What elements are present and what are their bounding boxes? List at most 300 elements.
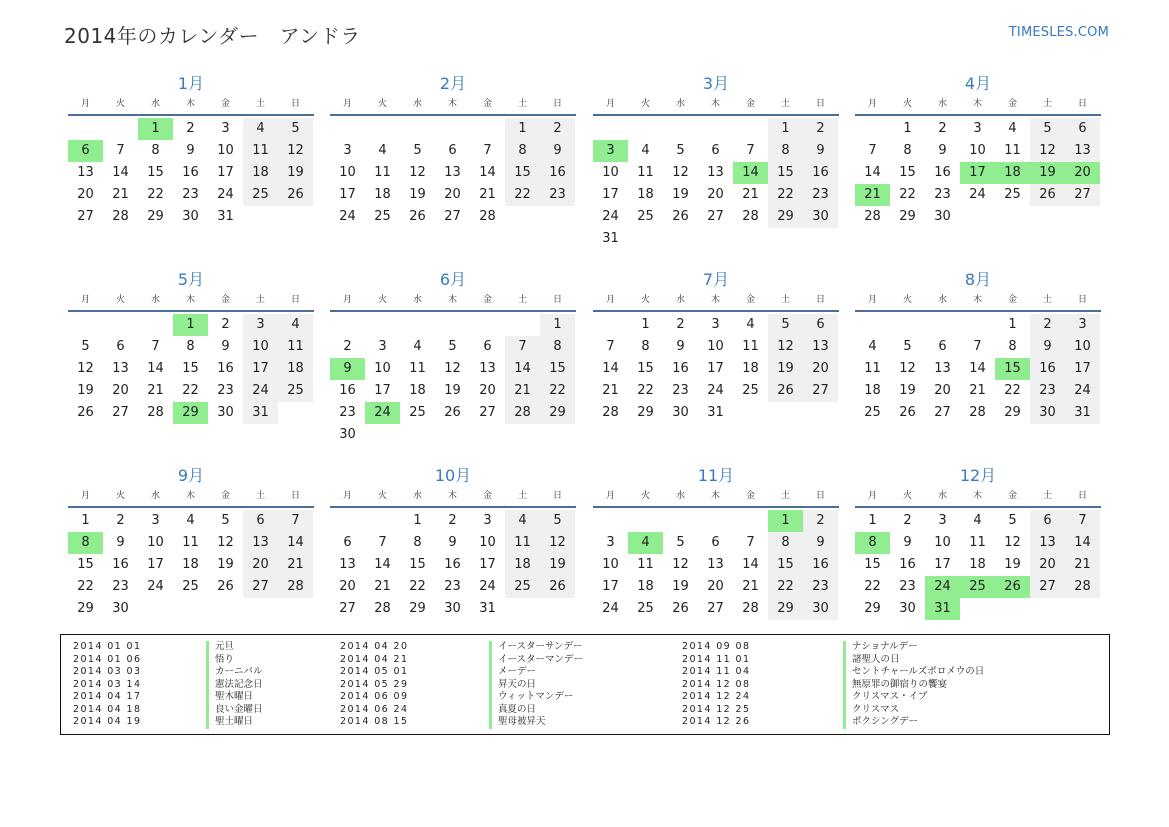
weekday-label: 日 bbox=[552, 295, 562, 305]
day-cell: 18 bbox=[637, 579, 654, 594]
day-cell: 24 bbox=[243, 380, 278, 402]
day-cell: 7 bbox=[746, 143, 755, 158]
holiday-day: 21 bbox=[855, 184, 890, 206]
day-cell: 6 bbox=[448, 143, 457, 158]
day-cell: 1 bbox=[641, 317, 650, 332]
holiday-day: 4 bbox=[628, 532, 663, 554]
day-grid bbox=[855, 118, 1101, 228]
holiday-date: 2014 08 15 bbox=[340, 716, 409, 727]
weekday-label: 土 bbox=[517, 491, 527, 501]
day-cell: 19 bbox=[899, 383, 916, 398]
weekday-label: 日 bbox=[290, 491, 300, 501]
weekday-label: 火 bbox=[377, 491, 387, 501]
day-cell: 8 bbox=[903, 143, 912, 158]
day-cell: 4 bbox=[746, 317, 755, 332]
day-grid bbox=[68, 314, 314, 424]
day-cell: 3 bbox=[606, 535, 615, 550]
day-cell: 23 bbox=[339, 405, 356, 420]
weekday-label: 日 bbox=[290, 295, 300, 305]
month-calendar bbox=[68, 464, 314, 620]
weekday-header bbox=[855, 488, 1101, 504]
holiday-name: イースターサンデー bbox=[489, 641, 583, 654]
day-grid bbox=[593, 314, 839, 424]
day-cell: 12 bbox=[672, 557, 689, 572]
weekday-header bbox=[330, 96, 576, 112]
day-cell: 17 bbox=[934, 557, 951, 572]
weekday-label: 月 bbox=[342, 295, 352, 305]
day-cell: 18 bbox=[637, 187, 654, 202]
day-grid bbox=[330, 510, 576, 620]
day-cell: 19 bbox=[672, 579, 689, 594]
day-cell: 2 bbox=[803, 510, 838, 532]
day-cell: 10 bbox=[217, 143, 234, 158]
empty-cell bbox=[698, 510, 733, 532]
day-cell: 14 bbox=[479, 165, 496, 180]
legend-date-column bbox=[682, 641, 750, 729]
holiday-name: ウィットマンデー bbox=[489, 691, 583, 704]
day-cell: 7 bbox=[378, 535, 387, 550]
day-cell: 22 bbox=[899, 187, 916, 202]
weekday-label: 日 bbox=[1077, 99, 1087, 109]
day-cell: 28 bbox=[864, 209, 881, 224]
holiday-name: 無原罪の御宿りの饗宴 bbox=[843, 679, 984, 692]
weekday-label: 火 bbox=[640, 99, 650, 109]
day-cell: 13 bbox=[707, 557, 724, 572]
holiday-day: 6 bbox=[68, 140, 103, 162]
legend-date-column bbox=[73, 641, 141, 729]
empty-cell bbox=[330, 118, 365, 140]
weekday-label: 月 bbox=[342, 491, 352, 501]
day-grid bbox=[330, 314, 576, 446]
day-cell: 26 bbox=[217, 579, 234, 594]
header-rule bbox=[593, 310, 839, 312]
month-name: 2月 bbox=[439, 74, 467, 93]
header-rule bbox=[68, 506, 314, 508]
day-cell: 10 bbox=[707, 339, 724, 354]
day-cell: 28 bbox=[112, 209, 129, 224]
weekday-label: 木 bbox=[447, 491, 457, 501]
weekday-label: 水 bbox=[150, 295, 160, 305]
empty-cell bbox=[400, 314, 435, 336]
day-cell: 2 bbox=[938, 121, 947, 136]
day-cell: 20 bbox=[934, 383, 951, 398]
weekday-label: 火 bbox=[377, 99, 387, 109]
day-cell: 23 bbox=[672, 383, 689, 398]
empty-cell bbox=[593, 510, 628, 532]
holiday-day: 9 bbox=[330, 358, 365, 380]
day-cell: 27 bbox=[479, 405, 496, 420]
holiday-name: クリスマス bbox=[843, 704, 984, 717]
day-cell: 19 bbox=[1004, 557, 1021, 572]
day-cell: 15 bbox=[899, 165, 916, 180]
day-cell: 12 bbox=[77, 361, 94, 376]
empty-cell bbox=[103, 118, 138, 140]
day-cell: 23 bbox=[934, 187, 951, 202]
holiday-date: 2014 06 09 bbox=[340, 691, 409, 702]
day-cell: 25 bbox=[505, 576, 540, 598]
day-cell: 25 bbox=[637, 209, 654, 224]
day-cell: 9 bbox=[803, 532, 838, 554]
day-cell: 15 bbox=[768, 554, 803, 576]
weekday-label: 土 bbox=[780, 491, 790, 501]
day-cell: 1 bbox=[413, 513, 422, 528]
weekday-header bbox=[593, 96, 839, 112]
weekday-label: 水 bbox=[412, 491, 422, 501]
day-cell: 5 bbox=[676, 143, 685, 158]
day-cell: 27 bbox=[707, 601, 724, 616]
day-cell: 23 bbox=[803, 576, 838, 598]
day-cell: 9 bbox=[540, 140, 575, 162]
day-grid bbox=[855, 510, 1101, 620]
day-cell: 31 bbox=[479, 601, 496, 616]
day-cell: 11 bbox=[409, 361, 426, 376]
weekday-label: 月 bbox=[342, 99, 352, 109]
day-cell: 21 bbox=[602, 383, 619, 398]
day-cell: 11 bbox=[1004, 143, 1021, 158]
day-cell: 2 bbox=[1030, 314, 1065, 336]
weekday-header bbox=[330, 292, 576, 308]
weekday-label: 火 bbox=[115, 295, 125, 305]
weekday-header bbox=[68, 292, 314, 308]
day-cell: 22 bbox=[409, 579, 426, 594]
day-cell: 16 bbox=[112, 557, 129, 572]
day-cell: 21 bbox=[278, 554, 313, 576]
day-cell: 21 bbox=[505, 380, 540, 402]
weekday-label: 火 bbox=[902, 295, 912, 305]
day-grid bbox=[593, 118, 839, 250]
day-cell: 9 bbox=[676, 339, 685, 354]
holiday-day: 3 bbox=[593, 140, 628, 162]
day-cell: 21 bbox=[479, 187, 496, 202]
weekday-label: 金 bbox=[482, 491, 492, 501]
day-cell: 29 bbox=[540, 402, 575, 424]
day-cell: 5 bbox=[676, 535, 685, 550]
weekday-label: 月 bbox=[80, 491, 90, 501]
day-cell: 28 bbox=[969, 405, 986, 420]
header-rule bbox=[330, 114, 576, 116]
empty-cell bbox=[400, 118, 435, 140]
day-cell: 25 bbox=[637, 601, 654, 616]
weekday-label: 日 bbox=[815, 491, 825, 501]
day-cell: 8 bbox=[768, 140, 803, 162]
day-grid bbox=[855, 314, 1101, 424]
month-calendar bbox=[68, 268, 314, 424]
weekday-label: 木 bbox=[185, 99, 195, 109]
day-cell: 12 bbox=[409, 165, 426, 180]
day-cell: 29 bbox=[768, 598, 803, 620]
day-cell: 30 bbox=[444, 601, 461, 616]
day-cell: 20 bbox=[444, 187, 461, 202]
day-cell: 15 bbox=[540, 358, 575, 380]
day-cell: 24 bbox=[339, 209, 356, 224]
day-cell: 6 bbox=[711, 143, 720, 158]
month-name: 8月 bbox=[964, 270, 992, 289]
day-cell: 17 bbox=[479, 557, 496, 572]
day-cell: 29 bbox=[637, 405, 654, 420]
day-cell: 15 bbox=[505, 162, 540, 184]
day-cell: 31 bbox=[243, 402, 278, 424]
day-cell: 4 bbox=[1008, 121, 1017, 136]
legend-name-column bbox=[489, 641, 583, 729]
weekday-header bbox=[68, 488, 314, 504]
empty-cell bbox=[68, 118, 103, 140]
day-cell: 31 bbox=[707, 405, 724, 420]
empty-cell bbox=[663, 510, 698, 532]
day-cell: 1 bbox=[903, 121, 912, 136]
day-cell: 17 bbox=[339, 187, 356, 202]
day-cell: 24 bbox=[707, 383, 724, 398]
day-cell: 24 bbox=[969, 187, 986, 202]
weekday-label: 木 bbox=[972, 99, 982, 109]
holiday-day: 17 bbox=[960, 162, 995, 184]
day-cell: 14 bbox=[1065, 532, 1100, 554]
header-rule bbox=[330, 310, 576, 312]
header-rule bbox=[593, 114, 839, 116]
month-name: 9月 bbox=[177, 466, 205, 485]
weekday-label: 日 bbox=[1077, 295, 1087, 305]
day-cell: 11 bbox=[864, 361, 881, 376]
day-cell: 17 bbox=[147, 557, 164, 572]
month-calendar bbox=[855, 464, 1101, 620]
day-cell: 9 bbox=[116, 535, 125, 550]
holiday-name: 良い金曜日 bbox=[206, 704, 263, 717]
weekday-label: 水 bbox=[412, 99, 422, 109]
day-cell: 14 bbox=[969, 361, 986, 376]
weekday-header bbox=[593, 488, 839, 504]
holiday-day: 31 bbox=[925, 598, 960, 620]
day-cell: 12 bbox=[278, 140, 313, 162]
holiday-day: 19 bbox=[1030, 162, 1065, 184]
weekday-label: 金 bbox=[1007, 491, 1017, 501]
day-cell: 7 bbox=[746, 535, 755, 550]
day-cell: 29 bbox=[1004, 405, 1021, 420]
weekday-label: 月 bbox=[605, 99, 615, 109]
empty-cell bbox=[855, 314, 890, 336]
day-cell: 3 bbox=[243, 314, 278, 336]
header-rule bbox=[855, 114, 1101, 116]
weekday-label: 土 bbox=[1042, 491, 1052, 501]
day-cell: 10 bbox=[374, 361, 391, 376]
day-cell: 27 bbox=[934, 405, 951, 420]
day-cell: 9 bbox=[903, 535, 912, 550]
holiday-name: 聖土曜日 bbox=[206, 716, 263, 729]
weekday-label: 木 bbox=[185, 491, 195, 501]
day-cell: 5 bbox=[903, 339, 912, 354]
month-calendar bbox=[330, 268, 576, 446]
month-name: 10月 bbox=[434, 466, 472, 485]
day-cell: 1 bbox=[81, 513, 90, 528]
day-cell: 26 bbox=[278, 184, 313, 206]
day-cell: 18 bbox=[864, 383, 881, 398]
weekday-label: 水 bbox=[412, 295, 422, 305]
day-cell: 6 bbox=[483, 339, 492, 354]
day-cell: 17 bbox=[243, 358, 278, 380]
day-cell: 2 bbox=[116, 513, 125, 528]
day-cell: 9 bbox=[186, 143, 195, 158]
holiday-date: 2014 11 04 bbox=[682, 666, 751, 677]
weekday-label: 金 bbox=[482, 99, 492, 109]
day-cell: 1 bbox=[1008, 317, 1017, 332]
weekday-label: 土 bbox=[1042, 99, 1052, 109]
day-cell: 22 bbox=[77, 579, 94, 594]
day-cell: 3 bbox=[343, 143, 352, 158]
day-cell: 5 bbox=[768, 314, 803, 336]
day-cell: 7 bbox=[151, 339, 160, 354]
day-cell: 9 bbox=[938, 143, 947, 158]
holiday-date: 2014 05 01 bbox=[340, 666, 409, 677]
day-cell: 26 bbox=[672, 601, 689, 616]
holiday-date: 2014 03 03 bbox=[73, 666, 142, 677]
month-name: 11月 bbox=[697, 466, 735, 485]
day-cell: 6 bbox=[711, 535, 720, 550]
day-cell: 7 bbox=[116, 143, 125, 158]
day-cell: 10 bbox=[602, 557, 619, 572]
weekday-label: 金 bbox=[220, 99, 230, 109]
day-cell: 2 bbox=[803, 118, 838, 140]
day-cell: 11 bbox=[182, 535, 199, 550]
weekday-label: 金 bbox=[220, 491, 230, 501]
day-cell: 16 bbox=[217, 361, 234, 376]
day-cell: 21 bbox=[374, 579, 391, 594]
weekday-label: 金 bbox=[745, 99, 755, 109]
month-calendar bbox=[593, 72, 839, 250]
day-cell: 18 bbox=[969, 557, 986, 572]
day-cell: 5 bbox=[448, 339, 457, 354]
day-cell: 25 bbox=[182, 579, 199, 594]
day-cell: 19 bbox=[217, 557, 234, 572]
holiday-name: メーデー bbox=[489, 666, 583, 679]
day-cell: 2 bbox=[448, 513, 457, 528]
empty-cell bbox=[890, 314, 925, 336]
day-cell: 22 bbox=[768, 184, 803, 206]
day-cell: 22 bbox=[182, 383, 199, 398]
day-cell: 12 bbox=[1030, 140, 1065, 162]
day-cell: 10 bbox=[339, 165, 356, 180]
day-cell: 9 bbox=[803, 140, 838, 162]
day-cell: 18 bbox=[409, 383, 426, 398]
day-cell: 14 bbox=[602, 361, 619, 376]
empty-cell bbox=[330, 314, 365, 336]
day-cell: 7 bbox=[483, 143, 492, 158]
weekday-header bbox=[68, 96, 314, 112]
month-name: 5月 bbox=[177, 270, 205, 289]
month-calendar bbox=[330, 464, 576, 620]
day-cell: 16 bbox=[540, 162, 575, 184]
day-cell: 23 bbox=[112, 579, 129, 594]
holiday-date: 2014 12 25 bbox=[682, 703, 751, 715]
day-cell: 13 bbox=[243, 532, 278, 554]
empty-cell bbox=[365, 314, 400, 336]
legend-name-column bbox=[843, 641, 984, 729]
day-cell: 30 bbox=[934, 209, 951, 224]
day-cell: 3 bbox=[483, 513, 492, 528]
weekday-label: 日 bbox=[290, 99, 300, 109]
holiday-day: 14 bbox=[733, 162, 768, 184]
day-cell: 25 bbox=[1004, 187, 1021, 202]
weekday-label: 木 bbox=[710, 491, 720, 501]
day-cell: 13 bbox=[1030, 532, 1065, 554]
legend-name-column bbox=[206, 641, 263, 729]
day-cell: 16 bbox=[444, 557, 461, 572]
holiday-day: 29 bbox=[173, 402, 208, 424]
weekday-label: 火 bbox=[115, 99, 125, 109]
day-cell: 20 bbox=[707, 579, 724, 594]
day-cell: 14 bbox=[278, 532, 313, 554]
empty-cell bbox=[593, 314, 628, 336]
weekday-label: 火 bbox=[640, 295, 650, 305]
holiday-day: 20 bbox=[1065, 162, 1100, 184]
day-cell: 10 bbox=[147, 535, 164, 550]
day-cell: 28 bbox=[1065, 576, 1100, 598]
day-cell: 15 bbox=[147, 165, 164, 180]
holiday-day: 1 bbox=[768, 510, 803, 532]
day-cell: 18 bbox=[182, 557, 199, 572]
day-cell: 9 bbox=[1030, 336, 1065, 358]
day-cell: 29 bbox=[768, 206, 803, 228]
day-cell: 17 bbox=[602, 187, 619, 202]
day-cell: 23 bbox=[803, 184, 838, 206]
day-cell: 31 bbox=[602, 231, 619, 246]
weekday-header bbox=[330, 488, 576, 504]
day-cell: 20 bbox=[243, 554, 278, 576]
weekday-label: 水 bbox=[675, 99, 685, 109]
day-cell: 10 bbox=[969, 143, 986, 158]
day-cell: 4 bbox=[973, 513, 982, 528]
day-cell: 30 bbox=[803, 206, 838, 228]
holiday-date: 2014 12 24 bbox=[682, 691, 751, 702]
month-name: 7月 bbox=[702, 270, 730, 289]
site-logo-text[interactable]: TIMESLES.COM bbox=[1008, 25, 1109, 40]
day-cell: 15 bbox=[864, 557, 881, 572]
holiday-day: 15 bbox=[995, 358, 1030, 380]
day-cell: 28 bbox=[742, 601, 759, 616]
holiday-date: 2014 09 08 bbox=[682, 641, 751, 652]
day-cell: 4 bbox=[641, 143, 650, 158]
weekday-label: 土 bbox=[255, 99, 265, 109]
day-cell: 13 bbox=[707, 165, 724, 180]
weekday-label: 火 bbox=[377, 295, 387, 305]
day-cell: 26 bbox=[540, 576, 575, 598]
day-cell: 4 bbox=[413, 339, 422, 354]
day-grid bbox=[68, 118, 314, 228]
day-cell: 26 bbox=[409, 209, 426, 224]
holiday-day: 1 bbox=[138, 118, 173, 140]
weekday-label: 土 bbox=[1042, 295, 1052, 305]
day-cell: 19 bbox=[540, 554, 575, 576]
day-cell: 12 bbox=[899, 361, 916, 376]
empty-cell bbox=[103, 314, 138, 336]
day-cell: 22 bbox=[1004, 383, 1021, 398]
holiday-date: 2014 05 29 bbox=[340, 678, 409, 690]
holiday-name: 聖母被昇天 bbox=[489, 716, 583, 729]
day-cell: 16 bbox=[803, 162, 838, 184]
day-cell: 29 bbox=[864, 601, 881, 616]
day-cell: 27 bbox=[1065, 184, 1100, 206]
day-cell: 5 bbox=[278, 118, 313, 140]
day-cell: 12 bbox=[540, 532, 575, 554]
day-cell: 6 bbox=[938, 339, 947, 354]
day-cell: 5 bbox=[81, 339, 90, 354]
day-cell: 6 bbox=[803, 314, 838, 336]
day-cell: 4 bbox=[868, 339, 877, 354]
day-cell: 29 bbox=[147, 209, 164, 224]
day-cell: 10 bbox=[1065, 336, 1100, 358]
day-cell: 16 bbox=[803, 554, 838, 576]
weekday-label: 金 bbox=[1007, 295, 1017, 305]
empty-cell bbox=[593, 118, 628, 140]
day-cell: 28 bbox=[278, 576, 313, 598]
holiday-day: 24 bbox=[925, 576, 960, 598]
